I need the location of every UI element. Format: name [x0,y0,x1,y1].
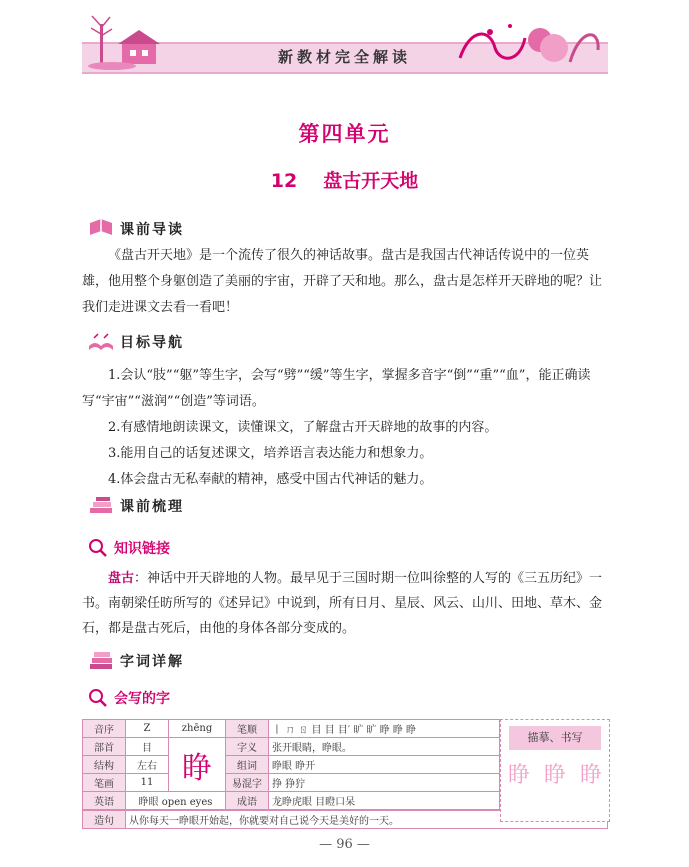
open-book-icon [88,332,114,352]
magnifier-icon [88,538,108,558]
label-strokes: 笔画 [83,774,126,792]
vocab-heading [88,650,288,672]
preview-heading-label: 课前导读 [120,222,184,238]
goals-list [82,363,608,493]
stroke-count: 11 [126,774,169,792]
lesson-name: 盘古开天地 [323,170,419,192]
label-radical: 部首 [83,738,126,756]
knowledge-body: ：神话中开天辟地的人物。最早见于三国时期一位叫徐整的人写的《三五历纪》一书。南朝梁任昉所写的《述异记》中说到，所有日月、星辰、风云、山川、田地、草木、金石，都是盘古死后，由他的身体各部分变成的。 [82,571,603,636]
preview-heading [88,218,288,240]
character-card [82,719,608,829]
label-english: 英语 [83,792,126,810]
book-stack-icon [88,496,114,516]
knowledge-heading-label: 知识链接 [114,541,170,557]
idioms: 龙睁虎眼 目瞪口呆 [269,792,500,810]
goal-item: 3.能用自己的话复述课文，培养语言表达能力和想象力。 [108,446,433,461]
knowledge-heading [88,538,288,558]
page-number: — 96 — [319,837,370,852]
label-meaning: 字义 [226,738,269,756]
label-pinyin: 音序 [83,720,126,738]
radical: 目 [126,738,169,756]
preview-text [82,243,608,321]
stroke-order: 丨 ㄇ ㄖ 目 目 目′ 旷 旷 睁 睁 睁 [269,720,500,738]
review-heading [88,495,288,517]
label-words: 组词 [226,756,269,774]
knowledge-text [82,566,608,641]
label-idiom: 成语 [226,792,269,810]
unit-title: 第四单元 [298,122,391,146]
meaning: 张开眼睛，睁眼。 [269,738,500,756]
label-sentence: 造句 [83,811,126,829]
vocab-heading-label: 字词详解 [120,654,184,670]
magnifier-icon [88,688,108,708]
trace-row [501,758,609,789]
header-title: 新教材完全解读 [277,48,411,66]
goal-item: 2.有感情地朗读课文，读懂课文，了解盘古开天辟地的故事的内容。 [108,420,498,435]
practice-label: 描摹、书写 [509,726,601,750]
goal-item: 1.会认“肢”“躯”等生字，会写“劈”“缓”等生字，掌握多音字“倒”“重”“血”，能正确读写“宇宙”“滋润”“创造”等词语。 [82,368,591,409]
label-structure: 结构 [83,756,126,774]
pinyin: zhēng [169,720,226,738]
goals-heading [88,331,288,353]
write-chars-heading [88,688,288,708]
page-header [0,0,689,80]
write-chars-heading-label: 会写的字 [114,691,170,707]
book-icon [88,219,114,239]
goals-heading-label: 目标导航 [120,335,184,351]
preview-paragraph: 《盘古开天地》是一个流传了很久的神话故事。盘古是我国古代神话传说中的一位英雄，他用整个身躯创造了美丽的宇宙，开辟了天和地。那么，盘古是怎样开天辟地的呢？让我们走进课文去看一看吧！ [82,248,603,315]
trace-char: 睁 [579,763,602,788]
sentence: 从你每天一睁眼开始起，你就要对自己说今天是美好的一天。 [126,811,608,829]
practice-box [500,719,610,822]
big-character: 睁 [169,738,226,792]
label-confusable: 易混字 [226,774,269,792]
label-stroke-order: 笔顺 [226,720,269,738]
lesson-number: 12 [270,170,298,192]
trace-char: 睁 [507,763,530,788]
knowledge-term: 盘古 [108,571,135,586]
goal-item: 4.体会盘古无私奉献的精神，感受中国古代神话的魅力。 [108,472,433,487]
structure: 左右 [126,756,169,774]
pinyin-initial: Z [126,720,169,738]
books-icon [88,651,114,671]
review-heading-label: 课前梳理 [120,499,184,515]
english: 睁眼 open eyes [126,792,226,810]
trace-char: 睁 [543,763,566,788]
character-table [82,719,500,810]
confusable: 挣 狰狞 [269,774,500,792]
lesson-title [0,166,689,193]
words: 睁眼 睁开 [269,756,500,774]
